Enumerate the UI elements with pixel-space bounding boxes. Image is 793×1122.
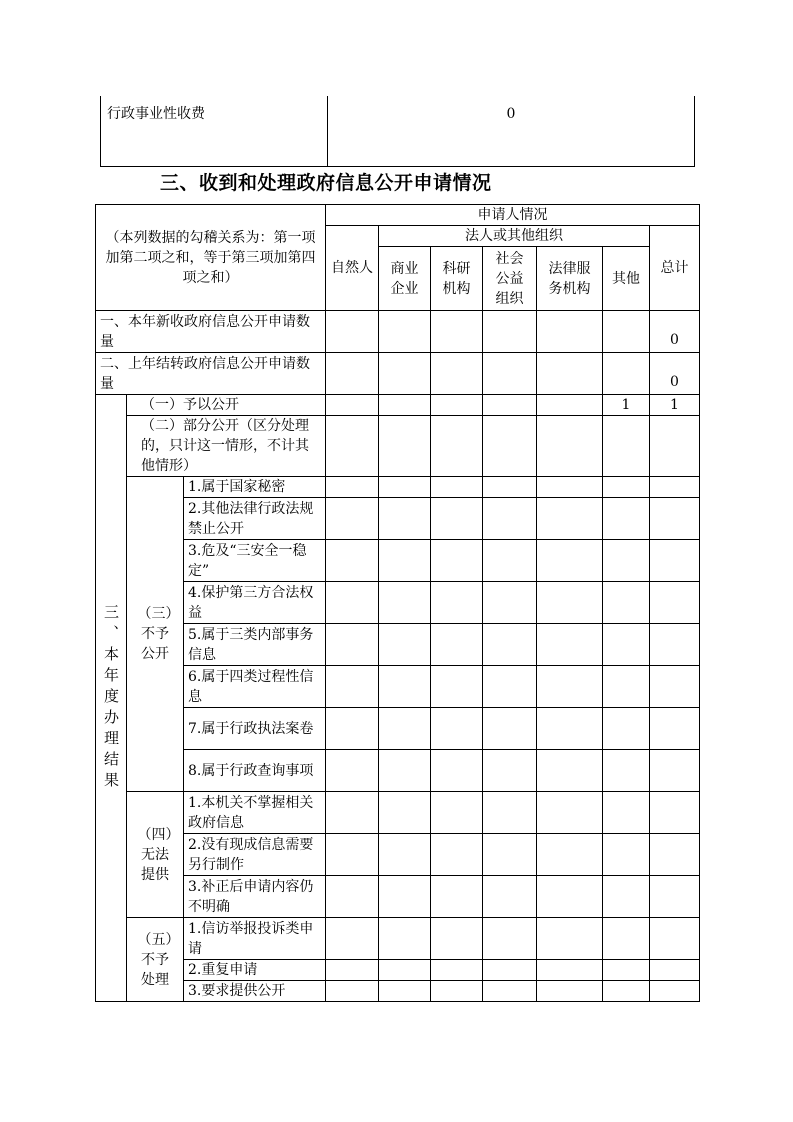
granted-other: 1 bbox=[603, 395, 650, 416]
unable-item-2: 2.没有现成信息需要另行制作 bbox=[184, 834, 326, 876]
denied-label: （三）不予公开 bbox=[127, 477, 184, 792]
fee-row bbox=[101, 96, 695, 166]
not-processed-row-1 bbox=[96, 918, 700, 960]
statistics-table bbox=[95, 204, 700, 1002]
unable-item-1: 1.本机关不掌握相关政府信息 bbox=[184, 792, 326, 834]
legal-service-header: 法律服务机构 bbox=[537, 247, 603, 311]
carried-over-total: 0 bbox=[650, 353, 700, 395]
denied-row-2 bbox=[96, 498, 700, 540]
denied-item-2: 2.其他法律行政法规禁止公开 bbox=[184, 498, 326, 540]
carried-over-label: 二、上年结转政府信息公开申请数量 bbox=[96, 353, 326, 395]
fee-value: 0 bbox=[328, 96, 695, 166]
research-header: 科研机构 bbox=[431, 247, 483, 311]
header-row-1 bbox=[96, 205, 700, 226]
unable-label: （四）无法提供 bbox=[127, 792, 184, 918]
denied-item-3: 3.危及“三安全一稳定” bbox=[184, 540, 326, 582]
total-header: 总计 bbox=[650, 226, 700, 311]
unable-row-3 bbox=[96, 876, 700, 918]
not-processed-item-3: 3.要求提供公开 bbox=[184, 981, 326, 1002]
denied-item-1: 1.属于国家秘密 bbox=[184, 477, 326, 498]
denied-item-5: 5.属于三类内部事务信息 bbox=[184, 624, 326, 666]
new-requests-row bbox=[96, 311, 700, 353]
denied-row-6 bbox=[96, 666, 700, 708]
legal-group-header: 法人或其他组织 bbox=[379, 226, 650, 247]
granted-row bbox=[96, 395, 700, 416]
denied-row-7 bbox=[96, 708, 700, 750]
not-processed-row-2 bbox=[96, 960, 700, 981]
not-processed-row-3 bbox=[96, 981, 700, 1002]
granted-total: 1 bbox=[650, 395, 700, 416]
applicant-header: 申请人情况 bbox=[326, 205, 700, 226]
unable-item-3: 3.补正后申请内容仍不明确 bbox=[184, 876, 326, 918]
carried-over-row bbox=[96, 353, 700, 395]
denied-row-5 bbox=[96, 624, 700, 666]
commercial-header: 商业企业 bbox=[379, 247, 431, 311]
denied-row-4 bbox=[96, 582, 700, 624]
unable-row-2 bbox=[96, 834, 700, 876]
fee-table bbox=[100, 96, 695, 167]
not-processed-item-1: 1.信访举报投诉类申请 bbox=[184, 918, 326, 960]
denied-row-8 bbox=[96, 750, 700, 792]
denied-item-7: 7.属于行政执法案卷 bbox=[184, 708, 326, 750]
results-label: 三、本年度办理结果 bbox=[96, 395, 127, 1002]
denied-row-1 bbox=[96, 477, 700, 498]
social-header: 社会公益组织 bbox=[483, 247, 537, 311]
section-title: 三、收到和处理政府信息公开申请情况 bbox=[160, 172, 492, 194]
denied-row-3 bbox=[96, 540, 700, 582]
natural-person-header: 自然人 bbox=[326, 226, 379, 311]
partial-row bbox=[96, 416, 700, 477]
partial-label: （二）部分公开（区分处理的，只计这一情形，不计其他情形） bbox=[127, 416, 326, 477]
corner-note: （本列数据的勾稽关系为：第一项加第二项之和，等于第三项加第四项之和） bbox=[96, 205, 326, 311]
not-processed-item-2: 2.重复申请 bbox=[184, 960, 326, 981]
unable-row-1 bbox=[96, 792, 700, 834]
new-requests-total: 0 bbox=[650, 311, 700, 353]
denied-item-8: 8.属于行政查询事项 bbox=[184, 750, 326, 792]
granted-label: （一）予以公开 bbox=[127, 395, 326, 416]
fee-label: 行政事业性收费 bbox=[101, 96, 328, 166]
new-requests-label: 一、本年新收政府信息公开申请数量 bbox=[96, 311, 326, 353]
denied-item-4: 4.保护第三方合法权益 bbox=[184, 582, 326, 624]
not-processed-label: （五）不予处理 bbox=[127, 918, 184, 1002]
other-header: 其他 bbox=[603, 247, 650, 311]
denied-item-6: 6.属于四类过程性信息 bbox=[184, 666, 326, 708]
